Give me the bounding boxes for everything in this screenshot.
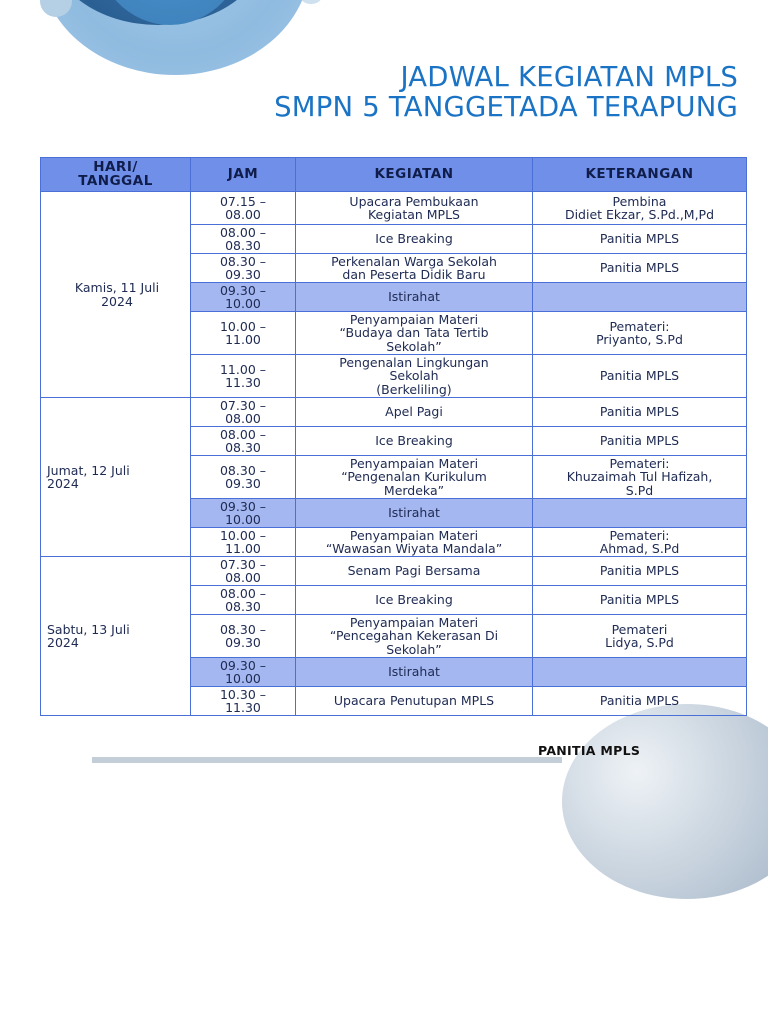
note-cell: Pemateri: Ahmad, S.Pd bbox=[533, 528, 747, 557]
table-row bbox=[41, 398, 747, 427]
time-cell: 08.00 – 08.30 bbox=[191, 586, 296, 615]
activity-cell: Istirahat bbox=[296, 283, 533, 312]
activity-cell: Upacara Penutupan MPLS bbox=[296, 687, 533, 716]
header-activity: KEGIATAN bbox=[296, 158, 533, 192]
time-cell: 08.30 – 09.30 bbox=[191, 456, 296, 499]
note-cell: Pemateri: Khuzaimah Tul Hafizah, S.Pd bbox=[533, 456, 747, 499]
note-cell: Panitia MPLS bbox=[533, 687, 747, 716]
time-cell: 09.30 – 10.00 bbox=[191, 499, 296, 528]
activity-cell: Penyampaian Materi “Wawasan Wiyata Mandala” bbox=[296, 528, 533, 557]
day-cell: Jumat, 12 Juli 2024 bbox=[41, 398, 191, 557]
signature-committee: PANITIA MPLS bbox=[538, 743, 641, 758]
activity-cell: Pengenalan Lingkungan Sekolah (Berkeliling) bbox=[296, 355, 533, 398]
activity-cell: Penyampaian Materi “Pencegahan Kekerasan Di Sekolah” bbox=[296, 615, 533, 658]
note-cell: Panitia MPLS bbox=[533, 225, 747, 254]
note-cell: Panitia MPLS bbox=[533, 355, 747, 398]
time-cell: 08.00 – 08.30 bbox=[191, 427, 296, 456]
table-header-row bbox=[41, 158, 747, 192]
activity-cell: Perkenalan Warga Sekolah dan Peserta Didik Baru bbox=[296, 254, 533, 283]
table-row bbox=[41, 192, 747, 225]
note-cell bbox=[533, 499, 747, 528]
title-line-2: SMPN 5 TANGGETADA TERAPUNG bbox=[274, 91, 738, 123]
time-cell: 08.30 – 09.30 bbox=[191, 254, 296, 283]
time-cell: 10.00 – 11.00 bbox=[191, 312, 296, 355]
time-cell: 09.30 – 10.00 bbox=[191, 283, 296, 312]
decorative-circle-bottom bbox=[562, 704, 768, 899]
note-cell: Pemateri: Priyanto, S.Pd bbox=[533, 312, 747, 355]
note-cell: Pemateri Lidya, S.Pd bbox=[533, 615, 747, 658]
activity-cell: Istirahat bbox=[296, 499, 533, 528]
header-time: JAM bbox=[191, 158, 296, 192]
day-cell: Sabtu, 13 Juli 2024 bbox=[41, 557, 191, 716]
note-cell: Panitia MPLS bbox=[533, 557, 747, 586]
table-row bbox=[41, 557, 747, 586]
header-note: KETERANGAN bbox=[533, 158, 747, 192]
time-cell: 07.15 – 08.00 bbox=[191, 192, 296, 225]
time-cell: 10.30 – 11.30 bbox=[191, 687, 296, 716]
time-cell: 08.00 – 08.30 bbox=[191, 225, 296, 254]
note-cell bbox=[533, 658, 747, 687]
note-cell: Panitia MPLS bbox=[533, 398, 747, 427]
activity-cell: Ice Breaking bbox=[296, 586, 533, 615]
note-cell: Panitia MPLS bbox=[533, 254, 747, 283]
time-cell: 07.30 – 08.00 bbox=[191, 557, 296, 586]
note-cell: Panitia MPLS bbox=[533, 586, 747, 615]
document-title bbox=[274, 62, 738, 122]
decorative-dot-small bbox=[300, 0, 322, 4]
day-cell: Kamis, 11 Juli 2024 bbox=[41, 192, 191, 398]
decorative-divider-bar bbox=[92, 757, 562, 763]
time-cell: 11.00 – 11.30 bbox=[191, 355, 296, 398]
time-cell: 10.00 – 11.00 bbox=[191, 528, 296, 557]
time-cell: 08.30 – 09.30 bbox=[191, 615, 296, 658]
activity-cell: Senam Pagi Bersama bbox=[296, 557, 533, 586]
activity-cell: Istirahat bbox=[296, 658, 533, 687]
activity-cell: Ice Breaking bbox=[296, 225, 533, 254]
title-line-1: JADWAL KEGIATAN MPLS bbox=[400, 61, 738, 93]
header-day: HARI/ TANGGAL bbox=[41, 158, 191, 192]
activity-cell: Penyampaian Materi “Budaya dan Tata Tertib Sekolah” bbox=[296, 312, 533, 355]
time-cell: 07.30 – 08.00 bbox=[191, 398, 296, 427]
schedule-table bbox=[40, 157, 747, 716]
activity-cell: Upacara Pembukaan Kegiatan MPLS bbox=[296, 192, 533, 225]
time-cell: 09.30 – 10.00 bbox=[191, 658, 296, 687]
note-cell bbox=[533, 283, 747, 312]
activity-cell: Penyampaian Materi “Pengenalan Kurikulum Merdeka” bbox=[296, 456, 533, 499]
activity-cell: Apel Pagi bbox=[296, 398, 533, 427]
note-cell: Panitia MPLS bbox=[533, 427, 747, 456]
activity-cell: Ice Breaking bbox=[296, 427, 533, 456]
note-cell: Pembina Didiet Ekzar, S.Pd.,M,Pd bbox=[533, 192, 747, 225]
